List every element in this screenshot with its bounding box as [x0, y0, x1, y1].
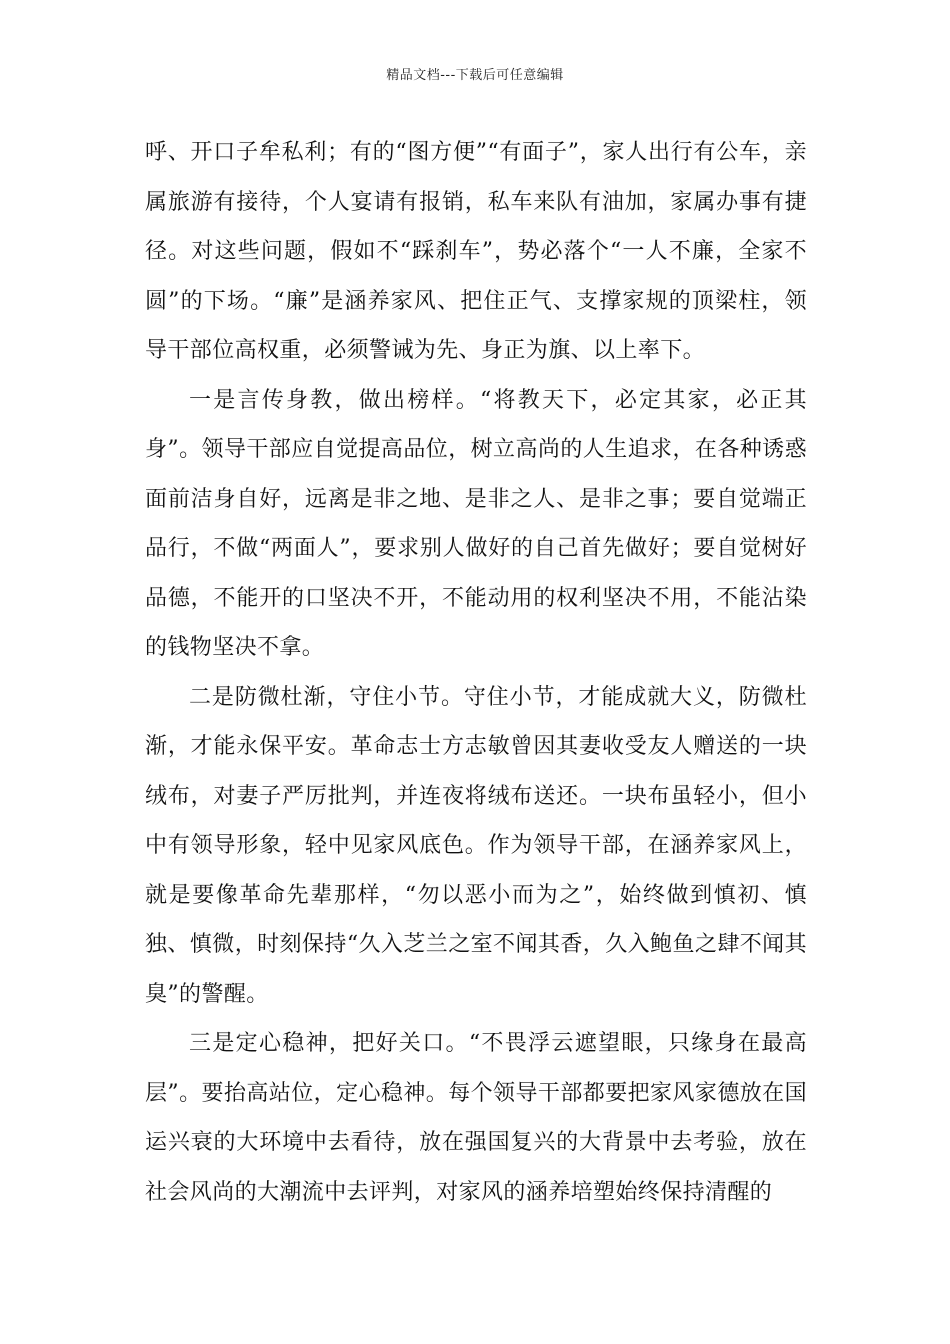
paragraph-point-three: 三是定心稳神，把好关口。“不畏浮云遮望眼，只缘身在最高层”。要抬高站位，定心稳神。每个领导干部都要把家风家德放在国运兴衰的大环境中去看待，放在强国复兴的大背景中去考验，放在社会风尚的大潮流中去评判，对家风的涵养培塑始终保持清醒的 [145, 1031, 807, 1205]
paragraph-point-two: 二是防微杜渐，守住小节。守住小节，才能成就大义，防微杜渐，才能永保平安。革命志士方志敏曾因其妻收受友人赠送的一块绒布，对妻子严厉批判，并连夜将绒布送还。一块布虽轻小，但小中有领导形象，轻中见家风底色。作为领导干部，在涵养家风上，就是要像革命先辈那样，“勿以恶小而为之”，始终做到慎初、慎独、慎微，时刻保持“久入芝兰之室不闻其香，久入鲍鱼之肆不闻其臭”的警醒。 [145, 684, 807, 1007]
document-body [145, 128, 807, 1217]
paragraph-continuation: 呼、开口子牟私利；有的“图方便”“有面子”，家人出行有公车，亲属旅游有接待，个人宴请有报销，私车来队有油加，家属办事有捷径。对这些问题，假如不“踩刹车”，势必落个“一人不廉，全家不圆”的下场。“廉”是涵养家风、把住正气、支撑家规的顶梁柱，领导干部位高权重，必须警诫为先、身正为旗、以上率下。 [145, 140, 807, 363]
paragraph-point-one: 一是言传身教，做出榜样。“将教天下，必定其家，必正其身”。领导干部应自觉提高品位，树立高尚的人生追求，在各种诱惑面前洁身自好，远离是非之地、是非之人、是非之事；要自觉端正品行，不做“两面人”，要求别人做好的自己首先做好；要自觉树好品德，不能开的口坚决不开，不能动用的权利坚决不用，不能沾染的钱物坚决不拿。 [145, 387, 807, 660]
page-header: 精品文档---下载后可任意编辑 [386, 68, 564, 83]
